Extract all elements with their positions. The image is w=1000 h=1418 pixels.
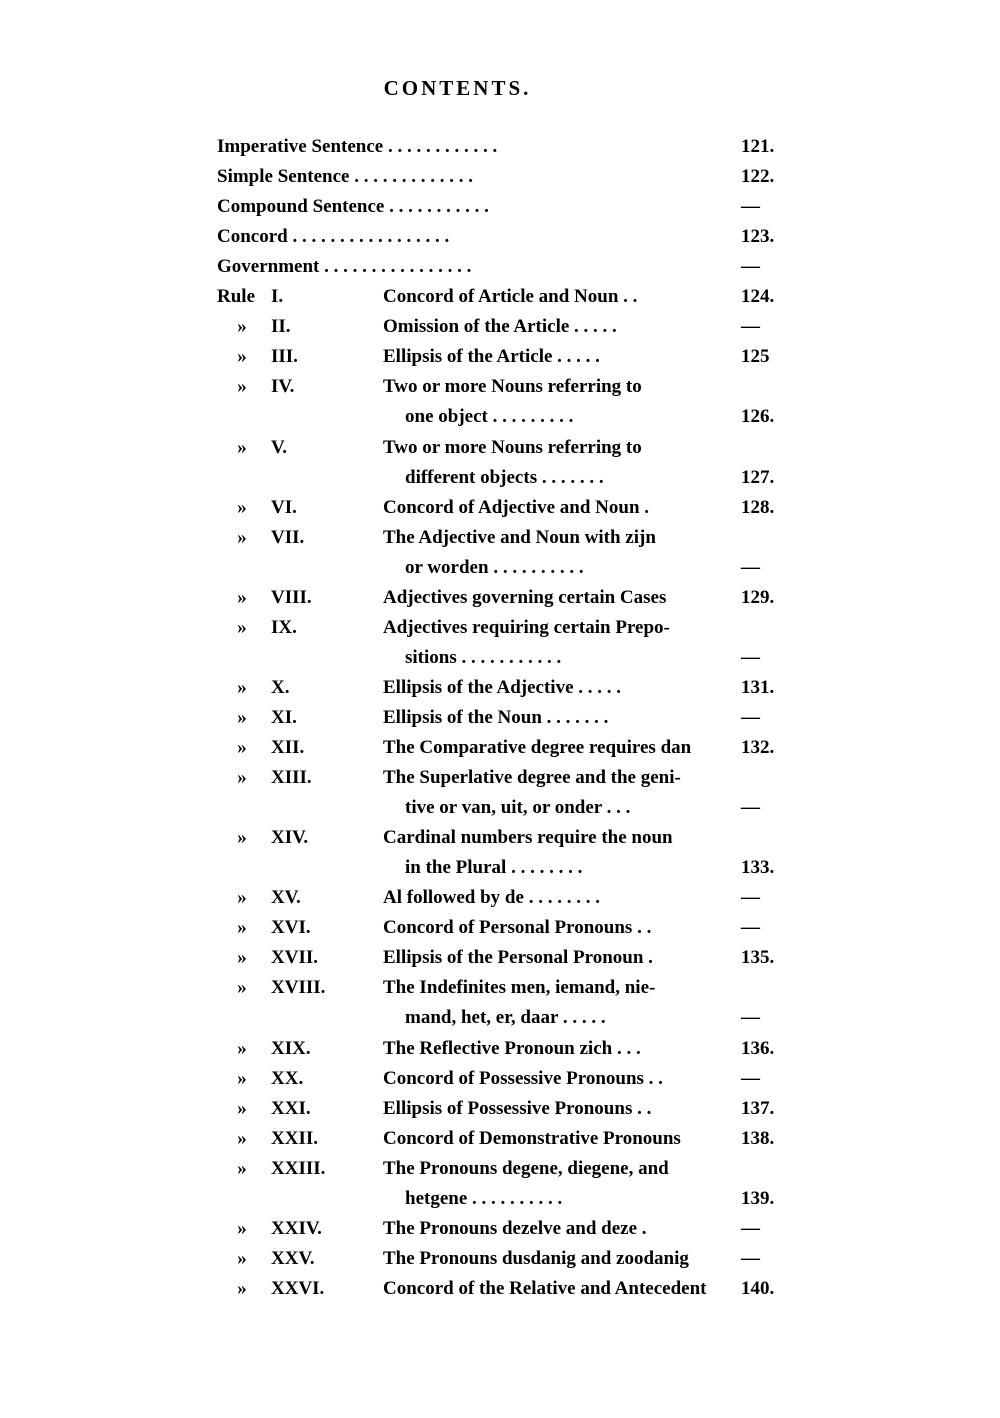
page-number: — <box>741 646 760 668</box>
entry-title <box>405 402 573 432</box>
rule-marker: » <box>237 767 247 789</box>
entry-text: Concord of the Relative and Antecedent <box>383 1277 707 1299</box>
entry-text: hetgene <box>405 1187 468 1209</box>
entry-title <box>217 162 473 192</box>
toc-line <box>0 312 1000 342</box>
toc-line <box>0 943 1000 973</box>
rule-marker: » <box>237 526 247 548</box>
page-number: — <box>741 196 760 218</box>
leader-dots: . . . . . . . . . . . <box>461 646 562 668</box>
page-number: — <box>741 887 760 909</box>
rule-marker: » <box>237 887 247 909</box>
entry-title <box>383 703 608 733</box>
rule-marker: » <box>237 706 247 728</box>
entry-text: Al followed by de <box>383 887 524 909</box>
leader-dots: . . . . . . . . . . . . . . . . . <box>292 226 450 248</box>
entry-text: Concord of Adjective and Noun <box>383 496 640 518</box>
entry-title <box>383 1064 663 1094</box>
leader-dots: . . . . . . . . . <box>492 406 574 428</box>
entry-title <box>383 523 656 553</box>
entry-title <box>405 1003 606 1033</box>
entry-title <box>383 493 649 523</box>
page-title: CONTENTS. <box>383 76 532 100</box>
rule-number: XXI. <box>271 1097 311 1119</box>
entry-text: Two or more Nouns referring to <box>383 436 642 458</box>
entry-title <box>405 553 584 583</box>
rule-number: XIV. <box>271 827 309 849</box>
rule-marker: » <box>237 1157 247 1179</box>
leader-dots: . . <box>637 1097 652 1119</box>
entry-text: mand, het, er, daar <box>405 1007 559 1029</box>
entry-title <box>405 463 604 493</box>
toc-line <box>0 463 1000 493</box>
rule-number: XIX. <box>271 1037 311 1059</box>
rule-marker: » <box>237 1067 247 1089</box>
toc-line <box>0 1034 1000 1064</box>
leader-dots: . . . <box>616 1037 641 1059</box>
entry-text: or worden <box>405 556 489 578</box>
entry-text: different objects <box>405 466 538 488</box>
page-number: 139. <box>741 1187 775 1209</box>
toc-line <box>0 913 1000 943</box>
leader-dots: . . . . . . . . . . . . . . . . <box>324 256 472 278</box>
rule-marker: » <box>237 1037 247 1059</box>
page-number: 132. <box>741 737 775 758</box>
entry-title <box>383 973 655 1003</box>
toc-line <box>0 1274 1000 1304</box>
toc-line <box>0 433 1000 463</box>
rule-number: XVIII. <box>271 977 326 999</box>
leader-dots: . <box>641 1217 647 1239</box>
toc-line <box>0 222 1000 252</box>
entry-text: Imperative Sentence <box>217 136 384 157</box>
leader-dots: . . <box>648 1067 663 1089</box>
toc-line <box>0 192 1000 222</box>
toc-line <box>0 132 1000 162</box>
page-number: — <box>741 256 760 278</box>
entry-title <box>383 282 637 312</box>
rule-number: XX. <box>271 1067 304 1089</box>
toc-line <box>0 823 1000 853</box>
entry-text: The Superlative degree and the geni- <box>383 767 681 789</box>
rule-marker: » <box>237 1127 247 1149</box>
rule-number: X. <box>271 676 290 698</box>
entry-text: Ellipsis of Possessive Pronouns <box>383 1097 633 1119</box>
page-number: 122. <box>741 166 775 188</box>
entry-text: Compound Sentence <box>217 196 385 218</box>
entry-title <box>383 1124 681 1154</box>
entry-title <box>383 1214 647 1244</box>
rule-number: XI. <box>271 706 297 728</box>
toc-line <box>0 372 1000 402</box>
entry-title <box>405 1184 562 1214</box>
entry-text: Concord of Demonstrative Pronouns <box>383 1127 681 1149</box>
rule-number: I. <box>271 286 284 308</box>
page-number: 140. <box>741 1277 775 1299</box>
entry-text: Ellipsis of the Adjective <box>383 676 574 698</box>
toc-line <box>0 553 1000 583</box>
entry-title <box>383 673 621 703</box>
rule-number: IV. <box>271 376 295 398</box>
entry-text: tive or van, uit, or onder <box>405 797 602 819</box>
entry-title <box>383 883 600 913</box>
page-number: — <box>741 917 760 939</box>
entry-title <box>383 763 681 793</box>
toc-line <box>0 342 1000 372</box>
leader-dots: . <box>648 947 653 969</box>
entry-title <box>383 1244 689 1274</box>
leader-dots: . . . . . . . . <box>528 887 600 909</box>
toc-line <box>0 673 1000 703</box>
toc-line <box>0 1244 1000 1274</box>
page-number: 129. <box>741 586 775 608</box>
rule-marker: » <box>237 977 247 999</box>
toc-line <box>0 643 1000 673</box>
rule-marker: » <box>237 1277 247 1299</box>
entry-text: sitions <box>405 646 457 668</box>
entry-title <box>217 192 489 222</box>
toc-line <box>0 523 1000 553</box>
entry-text: The Pronouns dusdanig and zoodanig <box>383 1247 689 1269</box>
toc-line <box>0 1064 1000 1094</box>
rule-marker: » <box>237 1097 247 1119</box>
toc-line <box>0 733 1000 763</box>
entry-title <box>383 1274 707 1304</box>
leader-dots: . . . . . <box>562 1007 606 1029</box>
toc-line <box>0 583 1000 613</box>
rule-marker: » <box>237 376 247 398</box>
toc-line <box>0 252 1000 282</box>
entry-title <box>383 1154 669 1184</box>
rule-marker: » <box>237 1217 247 1239</box>
page-number: 126. <box>741 406 775 428</box>
leader-dots: . . <box>637 917 652 939</box>
entry-title <box>383 1094 651 1124</box>
rule-number: XVI. <box>271 917 311 939</box>
leader-dots: . . . . . . . . . . <box>472 1187 563 1209</box>
page-number: 123. <box>741 226 775 248</box>
page-number: 135. <box>741 947 775 969</box>
rule-marker: » <box>237 917 247 939</box>
entry-title <box>383 583 666 613</box>
rule-marker: » <box>237 676 247 698</box>
rule-marker: » <box>237 316 247 338</box>
entry-text: Concord of Personal Pronouns <box>383 917 633 939</box>
entry-title <box>383 613 670 643</box>
rule-number: XXIV. <box>271 1217 322 1239</box>
entry-text: Concord of Possessive Pronouns <box>383 1067 644 1089</box>
toc-line <box>0 883 1000 913</box>
entry-title <box>383 1034 641 1064</box>
page-number: 137. <box>741 1097 775 1119</box>
entry-text: The Comparative degree requires dan <box>383 737 692 758</box>
toc-line <box>0 853 1000 883</box>
rule-marker: » <box>237 737 247 758</box>
rule-number: XVII. <box>271 947 318 969</box>
rule-marker: Rule <box>217 286 255 308</box>
toc-line <box>0 973 1000 1003</box>
rule-number: XXIII. <box>271 1157 326 1179</box>
page-number: — <box>741 556 760 578</box>
rule-marker: » <box>237 436 247 458</box>
entry-text: The Pronouns degene, diegene, and <box>383 1157 669 1179</box>
rule-number: VI. <box>271 496 297 518</box>
rule-number: XII. <box>271 737 305 758</box>
entry-title <box>405 793 630 823</box>
entry-title <box>383 433 642 463</box>
entry-text: Cardinal numbers require the noun <box>383 827 673 849</box>
leader-dots: . . . <box>606 797 631 819</box>
rule-marker: » <box>237 1247 247 1269</box>
rule-number: XV. <box>271 887 301 909</box>
entry-text: The Indefinites men, iemand, nie- <box>383 977 656 999</box>
entry-title <box>383 372 642 402</box>
rule-marker: » <box>237 616 247 638</box>
page-number: — <box>741 316 760 338</box>
rule-number: XIII. <box>271 767 312 789</box>
leader-dots: . . . . . . . . . . . <box>389 196 489 218</box>
leader-dots: . . . . . <box>557 346 600 368</box>
page-number: 121. <box>741 136 775 157</box>
rule-marker: » <box>237 827 247 849</box>
rule-number: II. <box>271 316 291 338</box>
entry-text: Adjectives requiring certain Prepo- <box>383 616 670 638</box>
rule-number: XXII. <box>271 1127 318 1149</box>
toc-line <box>0 493 1000 523</box>
entry-title <box>217 222 449 252</box>
toc-line <box>0 282 1000 312</box>
leader-dots: . . . . . <box>578 676 622 698</box>
entry-text: The Pronouns dezelve and deze <box>383 1217 638 1239</box>
page-number: 125 <box>741 346 770 368</box>
page-number: — <box>741 1007 760 1029</box>
entry-text: Ellipsis of the Article <box>383 346 553 368</box>
entry-text: in the Plural <box>405 857 507 879</box>
rule-number: XXVI. <box>271 1277 325 1299</box>
page-number: — <box>741 1247 760 1269</box>
leader-dots: . . . . . . . . . . . . <box>387 136 498 157</box>
rule-marker: » <box>237 947 247 969</box>
entry-text: Adjectives governing certain Cases <box>383 586 667 608</box>
rule-number: XXV. <box>271 1247 315 1269</box>
entry-title <box>383 342 600 372</box>
page-number: — <box>741 1067 760 1089</box>
rule-number: III. <box>271 346 298 368</box>
leader-dots: . . . . . <box>574 316 617 338</box>
toc-line <box>0 402 1000 432</box>
toc-line <box>0 763 1000 793</box>
leader-dots: . <box>644 496 650 518</box>
entry-text: The Adjective and Noun with zijn <box>383 526 656 548</box>
entry-text: Ellipsis of the Noun <box>383 706 542 728</box>
entry-text: The Reflective Pronoun zich <box>383 1037 613 1059</box>
rule-number: IX. <box>271 616 297 638</box>
entry-title <box>383 913 651 943</box>
entry-text: Two or more Nouns referring to <box>383 376 642 398</box>
toc-line <box>0 1124 1000 1154</box>
rule-number: V. <box>271 436 288 458</box>
page-number: — <box>741 1217 760 1239</box>
toc-line <box>0 793 1000 823</box>
entry-text: Omission of the Article <box>383 316 570 338</box>
toc-line <box>0 1184 1000 1214</box>
page-number: 124. <box>741 286 775 308</box>
toc-line <box>0 1094 1000 1124</box>
page-number: 138. <box>741 1127 775 1149</box>
page-number: 136. <box>741 1037 775 1059</box>
leader-dots: . . . . . . . <box>546 706 609 728</box>
entry-text: one object <box>405 406 488 428</box>
entry-title <box>405 853 582 883</box>
rule-marker: » <box>237 586 247 608</box>
entry-title <box>383 943 653 973</box>
page-number: 127. <box>741 466 775 488</box>
leader-dots: . . . . . . . . <box>511 857 583 879</box>
entry-title <box>383 733 691 763</box>
page-number: 131. <box>741 676 775 698</box>
leader-dots: . . <box>623 286 638 308</box>
rule-number: VII. <box>271 526 305 548</box>
entry-text: Ellipsis of the Personal Pronoun <box>383 947 644 969</box>
toc-line <box>0 162 1000 192</box>
entry-title <box>217 252 471 282</box>
rule-marker: » <box>237 346 247 368</box>
page-number: 133. <box>741 857 775 879</box>
page-number: 128. <box>741 496 775 518</box>
page-number: — <box>741 797 760 819</box>
entry-text: Concord <box>217 226 288 248</box>
entry-title <box>217 132 497 162</box>
toc-line <box>0 1154 1000 1184</box>
entry-text: Simple Sentence <box>217 166 350 188</box>
rule-number: VIII. <box>271 586 312 608</box>
entry-title <box>383 312 617 342</box>
rule-marker: » <box>237 496 247 518</box>
entry-title <box>383 823 673 853</box>
leader-dots: . . . . . . . . . . <box>493 556 584 578</box>
toc-line <box>0 1003 1000 1033</box>
leader-dots: . . . . . . . <box>541 466 604 488</box>
page-number: — <box>741 706 760 728</box>
entry-title <box>405 643 561 673</box>
leader-dots: . . . . . . . . . . . . . <box>354 166 473 188</box>
entry-text: Concord of Article and Noun <box>383 286 619 308</box>
toc-line <box>0 1214 1000 1244</box>
toc-line <box>0 703 1000 733</box>
toc-line <box>0 613 1000 643</box>
entry-text: Government <box>217 256 320 278</box>
